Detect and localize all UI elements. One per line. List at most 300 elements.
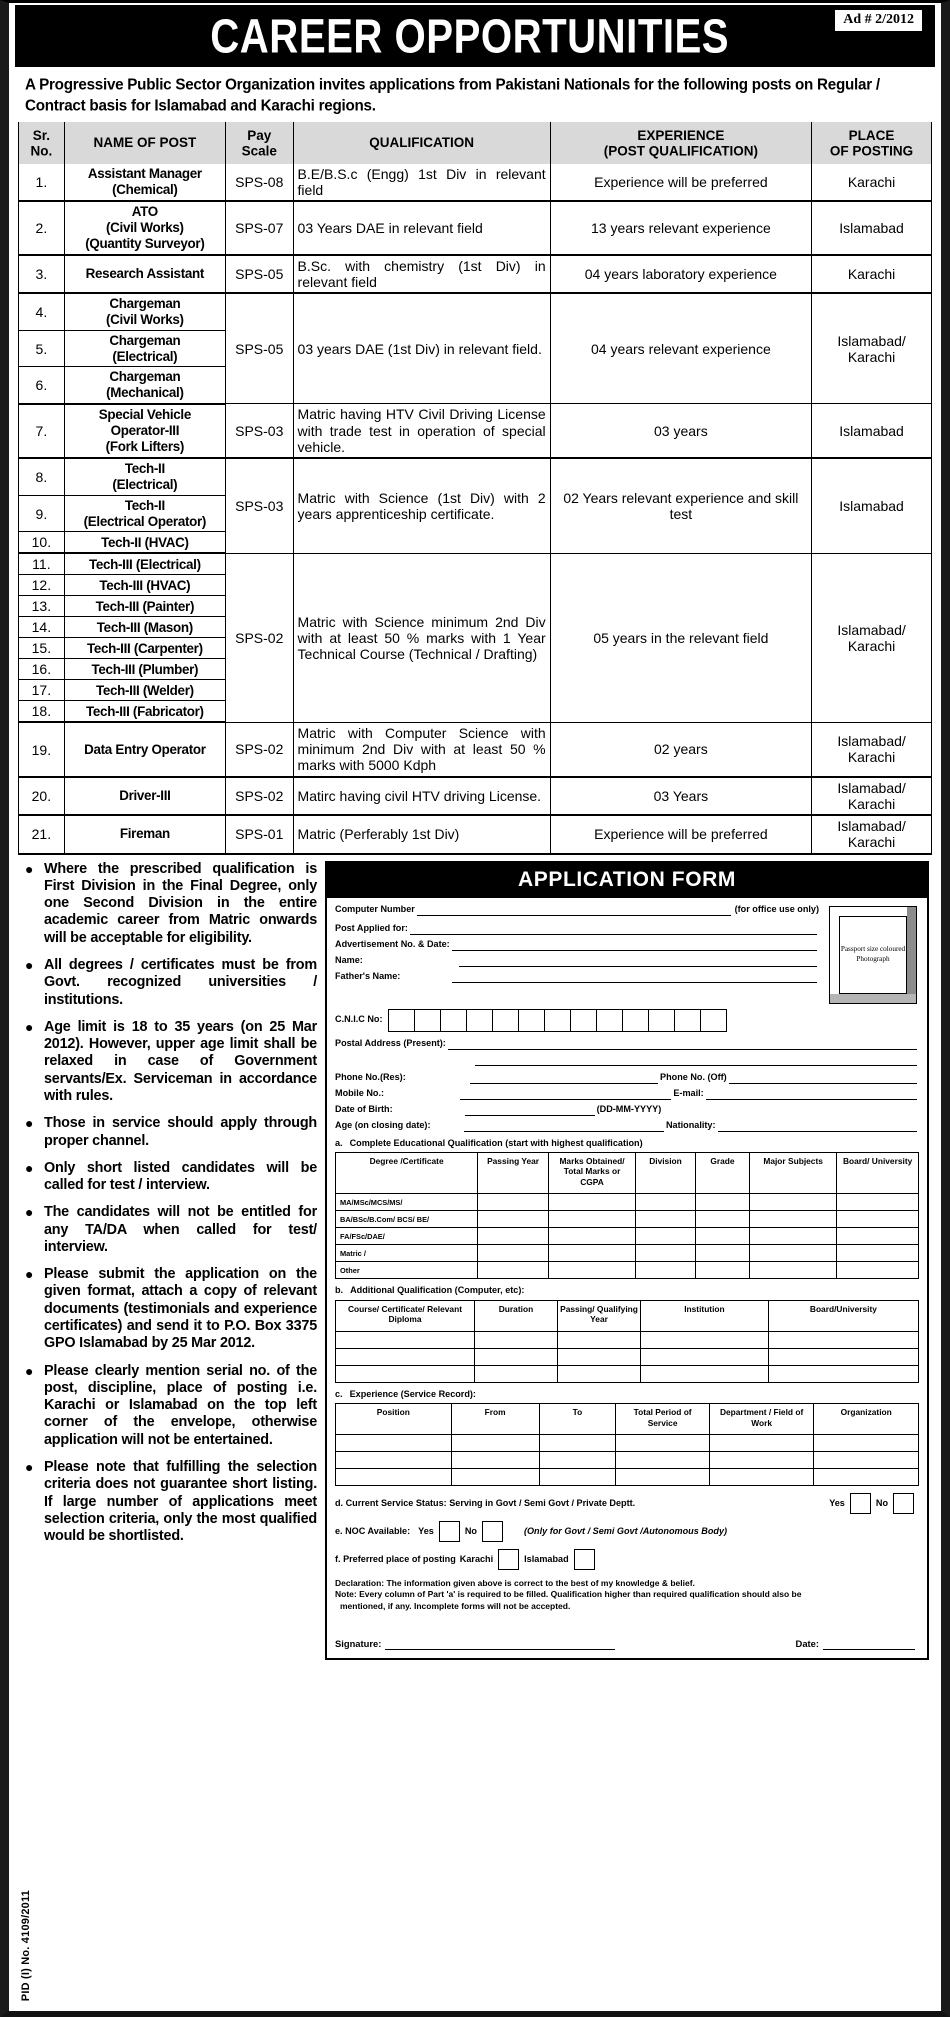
table-cell[interactable] [709,1435,814,1452]
notes-list [21,861,317,1556]
cell-post-name: Tech-III (Plumber) [64,659,225,680]
table-cell[interactable] [478,1262,549,1279]
table-cell[interactable] [750,1194,837,1211]
table-cell[interactable] [616,1469,709,1486]
table-cell[interactable] [451,1469,539,1486]
field-postal-address-line2[interactable] [335,1054,919,1066]
table-cell[interactable] [814,1469,919,1486]
table-cell[interactable] [750,1228,837,1245]
checkbox-f-karachi[interactable] [498,1549,519,1570]
additional-qualification-table [335,1300,919,1383]
table-cell[interactable] [451,1452,539,1469]
table-row [19,404,932,458]
cell-sr-no: 4. [19,293,65,330]
office-use-note: (for office use only) [734,904,819,915]
cnic-cell[interactable] [518,1009,545,1032]
label-nationality: Nationality: [665,1120,716,1131]
field-postal-address[interactable] [335,1038,919,1050]
table-cell[interactable] [336,1365,475,1382]
cell-sr-no: 17. [19,680,65,701]
section-b-label [335,1285,919,1296]
page-title: CAREER OPPORTUNITIES [210,8,730,63]
cell-post-name: Chargeman (Electrical) [64,330,225,367]
col-header: Course/ Certificate/ Relevant Diploma [336,1300,475,1331]
cell-qual: B.Sc. with chemistry (1st Div) in relevant field [293,255,550,293]
section-c-letter: c. [335,1388,343,1399]
table-row [336,1194,919,1211]
table-cell[interactable] [336,1348,475,1365]
bullet-icon: ● [25,1204,34,1221]
note-item [25,1266,317,1352]
pid-reference: PID (I) No. 4109/2011 [20,1889,32,2001]
field-ad-no-date[interactable] [335,939,819,951]
col-header-pay-scale: Pay Scale [225,121,293,164]
cell-post-name: Tech-III (Welder) [64,680,225,701]
input-computer-number[interactable] [417,904,731,916]
col-header: Board/University [768,1300,918,1331]
label-date: Date: [795,1638,819,1650]
table-cell[interactable] [768,1348,918,1365]
cell-sr-no: 2. [19,201,65,254]
cell-pay: SPS-05 [225,293,293,404]
table-cell[interactable] [641,1348,769,1365]
cell-sr-no: 1. [19,163,65,201]
row-label: MA/MSc/MCS/MS/ [336,1194,478,1211]
table-cell[interactable] [336,1452,452,1469]
table-cell[interactable] [695,1211,749,1228]
table-cell[interactable] [636,1262,696,1279]
note-text: The candidates will not be entitled for any TA/DA when called for test/ interview. [44,1204,317,1255]
table-cell[interactable] [478,1245,549,1262]
table-cell[interactable] [548,1262,635,1279]
col-header: Position [336,1404,452,1435]
col-header: Institution [641,1300,769,1331]
col-header: Division [636,1152,696,1194]
field-dob[interactable] [335,1104,919,1116]
table-cell[interactable] [695,1228,749,1245]
input-dob[interactable] [465,1104,595,1116]
cell-post-name: Tech-III (Carpenter) [64,638,225,659]
cell-exp: 04 years laboratory experience [550,255,811,293]
cnic-cell[interactable] [700,1009,727,1032]
table-cell[interactable] [837,1245,919,1262]
table-cell[interactable] [750,1262,837,1279]
table-cell[interactable] [548,1194,635,1211]
section-c-label [335,1389,919,1400]
label-d-yes: Yes [829,1497,845,1508]
photograph-placeholder [829,906,917,1004]
table-cell[interactable] [616,1452,709,1469]
section-d-row[interactable] [335,1493,919,1514]
col-header-place-of-posting: PLACE OF POSTING [812,121,932,164]
note-item [25,1459,317,1545]
table-cell[interactable] [336,1331,475,1348]
cell-sr-no: 5. [19,330,65,367]
table-cell[interactable] [641,1365,769,1382]
label-age: Age (on closing date): [335,1120,431,1131]
table-row [19,293,932,330]
table-row [336,1245,919,1262]
table-cell[interactable] [451,1435,539,1452]
label-f-karachi: Karachi [459,1553,494,1564]
table-cell[interactable] [709,1452,814,1469]
field-name[interactable] [335,955,819,967]
cell-pay: SPS-02 [225,553,293,722]
cell-sr-no: 9. [19,495,65,532]
table-cell[interactable] [837,1194,919,1211]
cell-post-name: Chargeman (Civil Works) [64,293,225,330]
cell-post-name: ATO (Civil Works) (Quantity Surveyor) [64,201,225,254]
col-header: Passing/ Qualifying Year [558,1300,641,1331]
cnic-cell[interactable] [492,1009,519,1032]
input-father-name[interactable] [452,971,817,983]
cell-post-name: Research Assistant [64,255,225,293]
input-email[interactable] [706,1088,917,1100]
cell-post-name: Tech-II (HVAC) [64,532,225,554]
cell-qual: Matric with Science minimum 2nd Div with at least 50 % marks with 1 Year Technical Course (Technical / Drafting) [293,553,550,722]
cell-exp: 13 years relevant experience [550,201,811,254]
cell-post-name: Tech-II (Electrical) [64,458,225,495]
note-text: Please submit the application on the given format, attach a copy of relevant documents (testimonials and experience certificates) and send it to P.O. Box 3375 GPO Islamabad by 25 Mar 2012. [44,1266,318,1352]
section-f-text: f. Preferred place of posting [335,1553,456,1564]
input-phone-res[interactable] [470,1072,658,1084]
table-cell[interactable] [548,1228,635,1245]
label-phone-off: Phone No. (Off) [660,1072,727,1083]
col-header: From [451,1404,539,1435]
table-row [19,553,932,575]
cell-place: Islamabad/ Karachi [812,777,932,815]
table-cell[interactable] [837,1262,919,1279]
table-row [19,815,932,853]
table-cell[interactable] [539,1435,616,1452]
cell-pay: SPS-02 [225,777,293,815]
cell-place: Islamabad/ Karachi [812,553,932,722]
table-cell[interactable] [695,1245,749,1262]
label-postal-address: Postal Address (Present): [335,1038,446,1049]
note-item [25,1019,317,1105]
table-cell[interactable] [336,1435,452,1452]
cell-sr-no: 6. [19,367,65,404]
col-header: Board/ University [837,1152,919,1194]
col-header: To [539,1404,616,1435]
section-a-text: Complete Educational Qualification (start with highest qualification) [349,1137,643,1148]
cell-post-name: Data Entry Operator [64,722,225,776]
label-post-applied: Post Applied for: [335,923,408,934]
note-text: Those in service should apply through proper channel. [44,1115,317,1149]
field-cnic[interactable] [335,1009,919,1032]
table-cell[interactable] [474,1348,557,1365]
table-cell[interactable] [474,1365,557,1382]
field-mobile-email[interactable] [335,1088,919,1100]
input-name[interactable] [459,955,817,967]
table-cell[interactable] [641,1331,769,1348]
col-header: Department / Field of Work [709,1404,814,1435]
col-header-sr-no: Sr. No. [19,121,65,164]
cell-post-name: Tech-III (Painter) [64,596,225,617]
cell-post-name: Special Vehicle Operator-III (Fork Lifters) [64,404,225,458]
table-cell[interactable] [636,1211,696,1228]
input-ad-no-date[interactable] [452,939,817,951]
cell-place: Islamabad [812,201,932,254]
label-dob: Date of Birth: [335,1104,393,1115]
cell-qual: Matric with Computer Science with minimum 2nd Div with at least 50 % marks with 5000 Kdph [293,722,550,776]
cnic-cell[interactable] [596,1009,623,1032]
table-cell[interactable] [636,1228,696,1245]
declaration-block [335,1578,919,1612]
col-header-experience: EXPERIENCE (POST QUALIFICATION) [550,121,811,164]
cell-place: Islamabad [812,404,932,458]
label-signature: Signature: [335,1638,382,1650]
cnic-cell[interactable] [544,1009,571,1032]
cell-sr-no: 18. [19,701,65,723]
cell-sr-no: 16. [19,659,65,680]
experience-table-header-row [336,1404,919,1435]
cell-exp: 04 years relevant experience [550,293,811,404]
note-text: Please clearly mention serial no. of the post, discipline, place of posting i.e. Karachi or Islamabad on the top left corner of the envelope, otherwise application will not be entertained. [44,1362,317,1448]
label-d-no: No [875,1497,888,1508]
cell-sr-no: 19. [19,722,65,776]
cell-qual: Matric with Science (1st Div) with 2 years apprenticeship certificate. [293,458,550,553]
label-computer-number: Computer Number [335,904,415,915]
note-item [25,1363,317,1449]
declaration-text: Declaration: The information given above is correct to the best of my knowledge & belief. [335,1578,695,1589]
table-cell[interactable] [636,1245,696,1262]
table-cell[interactable] [616,1435,709,1452]
checkbox-d-yes[interactable] [850,1493,871,1514]
table-cell[interactable] [750,1245,837,1262]
note-text: Only short listed candidates will be called for test / interview. [44,1159,317,1194]
cnic-cell[interactable] [414,1009,441,1032]
cell-exp: 03 years [550,404,811,458]
table-cell[interactable] [539,1452,616,1469]
table-row [336,1365,919,1382]
cnic-cell[interactable] [648,1009,675,1032]
ad-number-badge: Ad # 2/2012 [834,9,923,32]
cell-qual: 03 years DAE (1st Div) in relevant field. [293,293,550,404]
section-f-row[interactable] [335,1549,919,1570]
cnic-cell[interactable] [570,1009,597,1032]
cell-qual: Matric having HTV Civil Driving License with trade test in operation of special vehicle. [293,404,550,458]
table-row [19,255,932,293]
cell-post-name: Tech-III (Mason) [64,617,225,638]
checkbox-e-no[interactable] [482,1521,503,1542]
table-cell[interactable] [814,1452,919,1469]
jobs-table-header-row [19,122,932,163]
col-header-name-of-post: NAME OF POST [64,121,225,164]
table-cell[interactable] [548,1211,635,1228]
section-e-note: (Only for Govt / Semi Govt /Autonomous Body) [523,1525,728,1536]
table-cell[interactable] [768,1365,918,1382]
table-row [336,1469,919,1486]
cell-exp: Experience will be preferred [550,163,811,201]
label-e-yes: Yes [418,1525,434,1536]
note-item [25,861,317,947]
note-text: Age limit is 18 to 35 years (on 25 Mar 2012). However, upper age limit shall be relaxed in case of Government servants/Ex. Serviceman in accordance with rules. [44,1018,317,1104]
label-e-no: No [464,1525,477,1536]
jobs-table [18,122,932,855]
table-cell[interactable] [558,1365,641,1382]
table-cell[interactable] [558,1331,641,1348]
checkbox-f-islamabad[interactable] [574,1549,595,1570]
section-a-letter: a. [335,1137,343,1148]
cell-sr-no: 13. [19,596,65,617]
cell-exp: 02 years [550,722,811,776]
checkbox-d-no[interactable] [893,1493,914,1514]
application-form-title: APPLICATION FORM [327,863,927,898]
row-label: BA/BSc/B.Com/ BCS/ BE/ [336,1211,478,1228]
bullet-icon: ● [25,860,34,877]
table-cell[interactable] [695,1194,749,1211]
cell-qual: Matric (Perferably 1st Div) [293,815,550,853]
cell-place: Islamabad/ Karachi [812,722,932,776]
table-row [19,201,932,254]
note-item [25,1160,317,1195]
input-mobile[interactable] [460,1088,671,1100]
cell-place: Islamabad/ Karachi [812,293,932,404]
section-b-letter: b. [335,1285,344,1296]
cell-qual: B.E/B.S.c (Engg) 1st Div in relevant field [293,163,550,201]
cnic-cell[interactable] [466,1009,493,1032]
cell-sr-no: 7. [19,404,65,458]
cell-post-name: Fireman [64,815,225,853]
table-cell[interactable] [750,1211,837,1228]
input-postal-address-2[interactable] [475,1054,917,1066]
label-email: E-mail: [673,1088,704,1099]
note-item [25,957,317,1009]
col-header: Grade [695,1152,749,1194]
table-cell[interactable] [695,1262,749,1279]
table-row [19,722,932,776]
cell-sr-no: 8. [19,458,65,495]
table-cell[interactable] [478,1211,549,1228]
cell-qual: 03 Years DAE in relevant field [293,201,550,254]
cell-pay: SPS-03 [225,458,293,553]
table-cell[interactable] [768,1331,918,1348]
cnic-cell[interactable] [440,1009,467,1032]
cell-post-name: Assistant Manager (Chemical) [64,163,225,201]
field-computer-number[interactable] [335,904,819,916]
table-row [336,1211,919,1228]
label-phone-res: Phone No.(Res): [335,1072,406,1083]
section-a-label [335,1138,919,1149]
dob-format-hint: (DD-MM-YYYY) [596,1104,662,1115]
input-signature[interactable] [385,1638,615,1650]
table-row [336,1435,919,1452]
table-cell[interactable] [837,1228,919,1245]
cell-pay: SPS-07 [225,201,293,254]
col-header: Total Period of Service [616,1404,709,1435]
table-cell[interactable] [548,1245,635,1262]
cell-sr-no: 15. [19,638,65,659]
col-header-qualification: QUALIFICATION [293,121,550,164]
cell-pay: SPS-08 [225,163,293,201]
table-cell[interactable] [478,1194,549,1211]
col-header: Passing Year [478,1152,549,1194]
cell-sr-no: 21. [19,815,65,853]
col-header: Organization [814,1404,919,1435]
field-post-applied[interactable] [335,923,819,935]
intro-paragraph: A Progressive Public Sector Organization invites applications from Pakistani Nationals for the following posts on Regular / Contract basis for Islamabad and Karachi regions. [25,75,880,115]
section-d-text: d. Current Service Status: Serving in Govt / Semi Govt / Private Deptt. [335,1497,636,1508]
cell-exp: 03 Years [550,777,811,815]
form-note-line2: mentioned, if any. Incomplete forms will not be accepted. [340,1600,571,1611]
page-header [15,5,935,67]
table-row [19,777,932,815]
table-cell[interactable] [814,1435,919,1452]
application-form [325,861,929,1660]
input-nationality[interactable] [718,1120,918,1132]
col-header: Major Subjects [750,1152,837,1194]
note-text: Please note that fulfilling the selection criteria does not guarantee short listing. If large number of applications meet selection criteria, only the most qualified would be shortlisted. [44,1459,317,1545]
bullet-icon: ● [25,1159,34,1176]
bullet-icon: ● [25,1459,34,1475]
table-cell[interactable] [474,1331,557,1348]
table-row [336,1331,919,1348]
section-e-text: e. NOC Available: [335,1525,411,1536]
cell-pay: SPS-03 [225,404,293,458]
cnic-cell[interactable] [674,1009,701,1032]
cell-pay: SPS-01 [225,815,293,853]
label-ad-no-date: Advertisement No. & Date: [335,939,450,950]
cell-place: Islamabad/ Karachi [812,815,932,853]
field-father-name[interactable] [335,971,819,983]
cnic-cell[interactable] [388,1009,415,1032]
checkbox-e-yes[interactable] [439,1521,460,1542]
table-cell[interactable] [709,1469,814,1486]
table-cell[interactable] [837,1211,919,1228]
bullet-icon: ● [25,1362,34,1379]
signature-row[interactable] [335,1638,919,1650]
table-row [336,1262,919,1279]
cell-pay: SPS-05 [225,255,293,293]
label-name: Name: [335,955,363,966]
field-age-nationality[interactable] [335,1120,919,1132]
cell-sr-no: 20. [19,777,65,815]
section-e-row[interactable] [335,1521,919,1542]
bullet-icon: ● [25,1018,34,1035]
experience-table [335,1403,919,1486]
input-date[interactable] [823,1638,915,1650]
cell-pay: SPS-02 [225,722,293,776]
cell-post-name: Tech-II (Electrical Operator) [64,495,225,532]
table-cell[interactable] [478,1228,549,1245]
input-age[interactable] [464,1120,664,1132]
cell-post-name: Chargeman (Mechanical) [64,367,225,404]
input-post-applied[interactable] [410,923,817,935]
table-cell[interactable] [336,1469,452,1486]
cell-post-name: Tech-III (Electrical) [64,553,225,575]
col-header: Marks Obtained/ Total Marks or CGPA [548,1152,635,1194]
cell-exp: Experience will be preferred [550,815,811,853]
cell-sr-no: 10. [19,532,65,554]
table-cell[interactable] [558,1348,641,1365]
table-cell[interactable] [539,1469,616,1486]
table-row [19,458,932,495]
note-item [25,1115,317,1150]
input-postal-address-1[interactable] [448,1038,917,1050]
field-phone[interactable] [335,1072,919,1084]
label-mobile: Mobile No.: [335,1088,384,1099]
note-item [25,1204,317,1256]
photo-caption: Passport size coloured Photograph [839,916,907,994]
input-phone-off[interactable] [729,1072,917,1084]
cnic-cell[interactable] [622,1009,649,1032]
cell-place: Karachi [812,163,932,201]
section-b-text: Additional Qualification (Computer, etc): [350,1285,525,1296]
table-row [19,163,932,201]
input-cnic-boxes[interactable] [389,1009,727,1032]
table-cell[interactable] [636,1194,696,1211]
